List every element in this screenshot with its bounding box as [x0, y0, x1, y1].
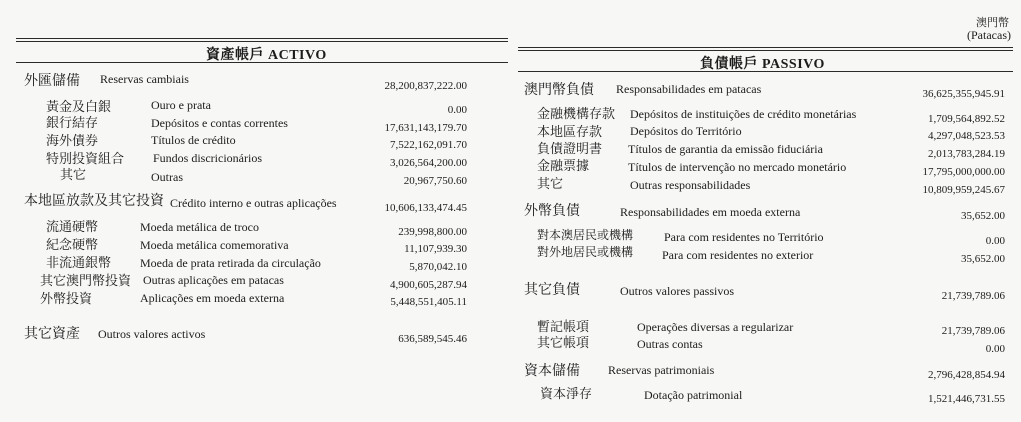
row-value: 4,297,048,523.53	[928, 130, 1005, 142]
row-pt: Operações diversas a regularizar	[637, 320, 794, 334]
row-value: 239,998,800.00	[398, 226, 467, 238]
reservas-patrimoniais-zh: 資本儲備	[524, 363, 580, 379]
row-zh: 其它	[60, 168, 87, 183]
row-value: 3,026,564,200.00	[390, 157, 467, 169]
row-zh: 其它澳門幣投資	[40, 274, 132, 289]
outros-activos-value: 636,589,545.46	[398, 333, 467, 345]
row-pt: Ouro e prata	[151, 98, 211, 112]
row-value: 21,739,789.06	[941, 325, 1005, 337]
row-zh: 特別投資組合	[46, 152, 125, 167]
row-pt: Dotação patrimonial	[644, 388, 743, 402]
row-zh: 海外債券	[46, 134, 99, 149]
row-value: 5,870,042.10	[409, 261, 467, 273]
row-pt: Depósitos do Território	[630, 124, 742, 138]
row-value: 17,795,000,000.00	[922, 166, 1005, 178]
credito-pt: Crédito interno e outras aplicações	[170, 196, 337, 210]
row-zh: 其它帳項	[537, 336, 590, 351]
reservas-patrimoniais-value: 2,796,428,854.94	[928, 369, 1005, 381]
patacas-zh: 澳門幣負債	[524, 82, 594, 98]
externa-pt: Responsabilidades em moeda externa	[620, 205, 801, 219]
currency-pt: (Patacas)	[967, 28, 1011, 42]
row-zh: 暫記帳項	[537, 320, 590, 335]
row-pt: Moeda metálica de troco	[140, 220, 259, 234]
patacas-pt: Responsabilidades em patacas	[616, 82, 762, 96]
row-zh: 其它	[537, 177, 564, 192]
row-zh: 對本澳居民或機構	[537, 228, 634, 242]
passivo-heading: 負債帳戶 PASSIVO	[700, 57, 825, 72]
row-pt: Outras	[151, 170, 183, 184]
row-value: 11,107,939.30	[404, 243, 467, 255]
row-pt: Para com residentes no Território	[664, 230, 824, 244]
outros-passivos-zh: 其它負債	[524, 282, 580, 298]
row-zh: 銀行結存	[46, 116, 99, 131]
row-value: 20,967,750.60	[403, 175, 467, 187]
row-zh: 黃金及白銀	[46, 100, 112, 115]
row-zh: 外幣投資	[40, 292, 93, 307]
credito-value: 10,606,133,474.45	[384, 202, 467, 214]
row-zh: 對外地居民或機構	[537, 245, 634, 259]
externa-zh: 外幣負債	[524, 203, 580, 219]
row-zh: 負債證明書	[537, 142, 603, 157]
row-pt: Moeda metálica comemorativa	[140, 238, 289, 252]
reservas-pt: Reservas cambiais	[100, 72, 189, 86]
outros-activos-zh: 其它資產	[24, 326, 80, 342]
row-pt: Títulos de crédito	[151, 133, 236, 147]
row-zh: 非流通銀幣	[46, 256, 112, 271]
row-pt: Depósitos de instituições de crédito monetárias	[630, 107, 857, 121]
row-zh: 流通硬幣	[46, 220, 99, 235]
row-value: 17,631,143,179.70	[384, 122, 467, 134]
row-zh: 金融票據	[537, 159, 590, 174]
externa-value: 35,652.00	[961, 210, 1005, 222]
outros-passivos-pt: Outros valores passivos	[620, 284, 734, 298]
outros-activos-pt: Outros valores activos	[98, 327, 206, 341]
row-pt: Para com residentes no exterior	[662, 248, 814, 262]
row-pt: Aplicações em moeda externa	[140, 291, 285, 305]
row-value: 7,522,162,091.70	[390, 139, 467, 151]
row-zh: 本地區存款	[537, 125, 603, 140]
row-value: 1,521,446,731.55	[928, 393, 1005, 405]
credito-zh: 本地區放款及其它投資	[24, 193, 164, 209]
patacas-value: 36,625,355,945.91	[922, 88, 1005, 100]
row-value: 10,809,959,245.67	[922, 184, 1005, 196]
activo-heading: 資產帳戶 ACTIVO	[206, 48, 327, 63]
row-zh: 紀念硬幣	[46, 238, 99, 253]
row-zh: 金融機構存款	[537, 107, 616, 122]
row-value: 0.00	[985, 343, 1005, 355]
row-pt: Moeda de prata retirada da circulação	[140, 256, 321, 270]
reservas-value: 28,200,837,222.00	[384, 80, 467, 92]
row-value: 2,013,783,284.19	[928, 148, 1005, 160]
row-pt: Outras aplicações em patacas	[143, 273, 284, 287]
row-pt: Outras contas	[637, 337, 703, 351]
row-value: 4,900,605,287.94	[390, 279, 467, 291]
row-pt: Outras responsabilidades	[630, 178, 751, 192]
row-value: 1,709,564,892.52	[928, 113, 1005, 125]
row-value: 0.00	[447, 104, 467, 116]
row-pt: Depósitos e contas correntes	[151, 116, 288, 130]
row-pt: Títulos de garantia da emissão fiduciária	[628, 142, 823, 156]
reservas-zh: 外匯儲備	[24, 73, 80, 89]
row-pt: Títulos de intervenção no mercado monetário	[628, 160, 847, 174]
currency-zh: 澳門幣	[976, 16, 1009, 29]
outros-passivos-value: 21,739,789.06	[941, 290, 1005, 302]
row-value: 35,652.00	[961, 253, 1005, 265]
row-value: 0.00	[985, 235, 1005, 247]
reservas-patrimoniais-pt: Reservas patrimoniais	[608, 363, 715, 377]
row-pt: Fundos discricionários	[153, 151, 262, 165]
row-value: 5,448,551,405.11	[390, 296, 467, 308]
row-zh: 資本淨存	[540, 387, 593, 402]
